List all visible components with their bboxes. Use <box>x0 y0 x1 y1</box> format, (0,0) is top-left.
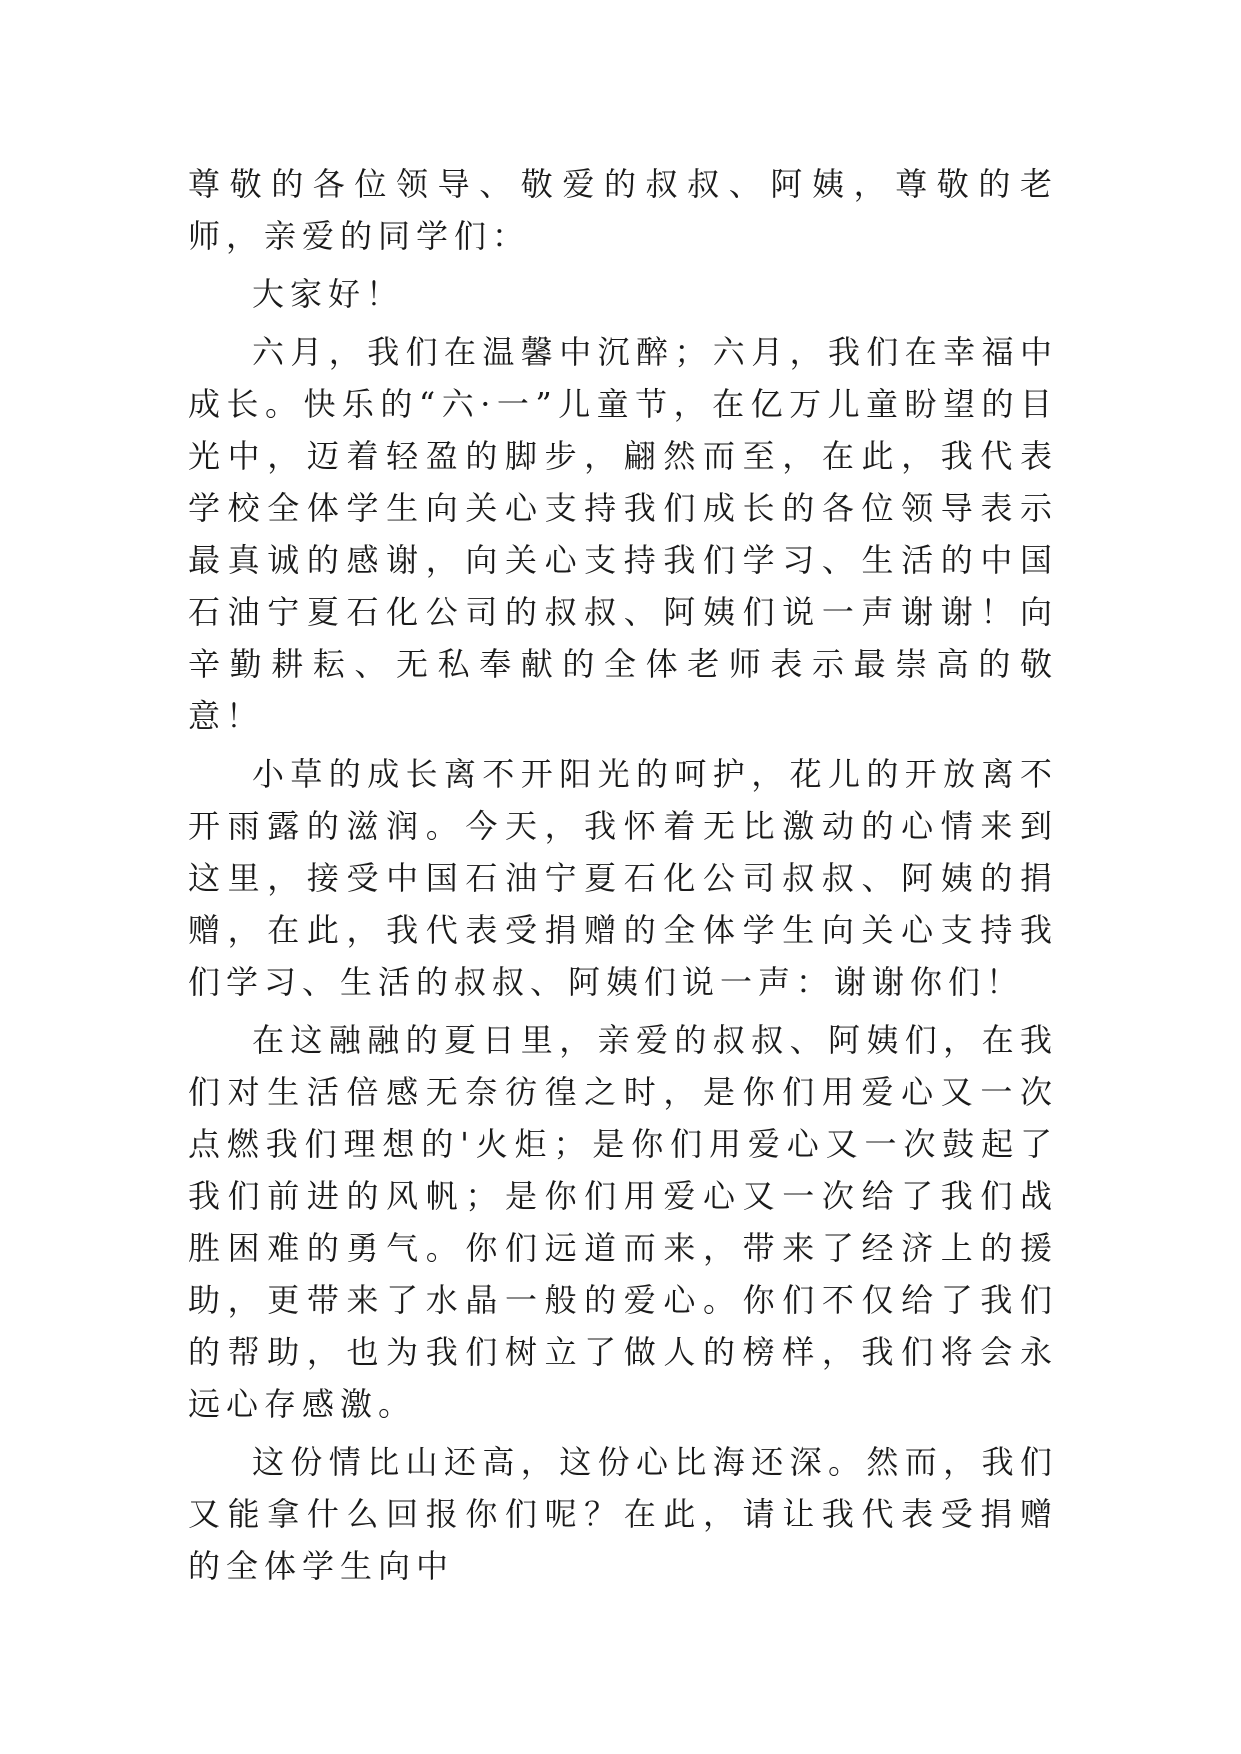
document-body <box>188 158 1058 1598</box>
salutation-paragraph: 尊敬的各位领导、敬爱的叔叔、阿姨，尊敬的老师，亲爱的同学们： <box>188 165 1058 255</box>
body-paragraph: 六月，我们在温馨中沉醉；六月，我们在幸福中成长。快乐的“六·一”儿童节，在亿万儿童盼望的目光中，迈着轻盈的脚步，翩然而至，在此，我代表学校全体学生向关心支持我们成长的各位领导表示最真诚的感谢，向关心支持我们学习、生活的中国石油宁夏石化公司的叔叔、阿姨们说一声谢谢！向辛勤耕耘、无私奉献的全体老师表示最崇高的敬意！ <box>188 333 1058 735</box>
body-paragraph: 小草的成长离不开阳光的呵护，花儿的开放离不开雨露的滋润。今天，我怀着无比激动的心情来到这里，接受中国石油宁夏石化公司叔叔、阿姨的捐赠，在此，我代表受捐赠的全体学生向关心支持我们学习、生活的叔叔、阿姨们说一声：谢谢你们！ <box>188 755 1058 1001</box>
body-paragraph: 这份情比山还高，这份心比海还深。然而，我们又能拿什么回报你们呢？在此，请让我代表受捐赠的全体学生向中 <box>188 1443 1058 1585</box>
greeting-paragraph: 大家好！ <box>252 275 405 313</box>
body-paragraph: 在这融融的夏日里，亲爱的叔叔、阿姨们，在我们对生活倍感无奈彷徨之时，是你们用爱心又一次点燃我们理想的'火炬；是你们用爱心又一次鼓起了我们前进的风帆；是你们用爱心又一次给了我们战胜困难的勇气。你们远道而来，带来了经济上的援助，更带来了水晶一般的爱心。你们不仅给了我们的帮助，也为我们树立了做人的榜样，我们将会永远心存感激。 <box>188 1021 1058 1423</box>
